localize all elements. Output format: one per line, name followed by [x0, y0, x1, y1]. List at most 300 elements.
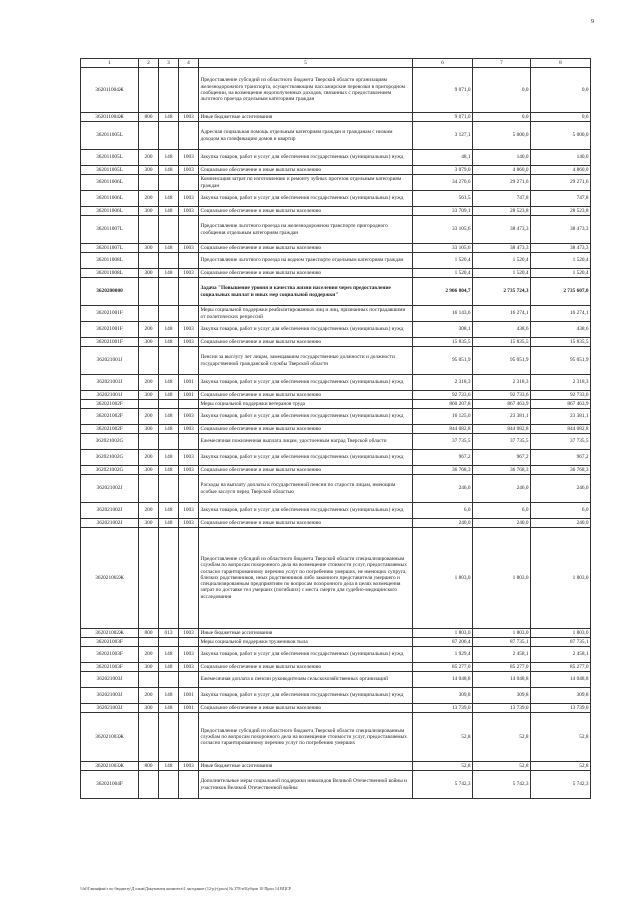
row-name-cell: Социальное обеспечение и иные выплаты населению — [199, 338, 413, 347]
row-amount-3-cell: 29 271,6 — [531, 175, 591, 191]
row-amount-3-cell: 92 733,6 — [531, 391, 591, 400]
row-subsection-cell: 1003 — [179, 647, 199, 663]
row-expense-type-cell — [139, 771, 159, 799]
row-amount-2-cell: 246,0 — [473, 475, 531, 503]
row-amount-2-cell: 967,2 — [473, 450, 531, 466]
row-amount-3-cell: 52,8 — [531, 762, 591, 771]
row-subsection-cell — [179, 122, 199, 150]
row-code-cell: 362011005L — [81, 166, 139, 175]
row-subsection-cell — [179, 347, 199, 375]
row-amount-3-cell: 85 277,0 — [531, 663, 591, 672]
row-code-cell: 362021003F — [81, 638, 139, 647]
table-row — [81, 688, 591, 704]
row-section-cell: 148 — [159, 113, 179, 122]
row-subsection-cell — [179, 672, 199, 688]
row-section-cell: 148 — [159, 207, 179, 216]
row-name-cell: Социальное обеспечение и иные выплаты населению — [199, 391, 413, 400]
row-subsection-cell: 1003 — [179, 113, 199, 122]
row-section-cell: 148 — [159, 391, 179, 400]
row-amount-3-cell: 867 463,9 — [531, 400, 591, 409]
row-section-cell: 148 — [159, 409, 179, 425]
row-name-cell: Закупка товаров, работ и услуг для обеспечения государственных (муниципальных) нужд — [199, 409, 413, 425]
row-amount-3-cell: 0,0 — [531, 113, 591, 122]
row-subsection-cell: 1001 — [179, 688, 199, 704]
row-subsection-cell — [179, 400, 199, 409]
row-amount-2-cell: 844 082,8 — [473, 425, 531, 434]
table-row — [81, 713, 591, 762]
row-expense-type-cell — [139, 400, 159, 409]
row-expense-type-cell — [139, 434, 159, 450]
row-expense-type-cell — [139, 216, 159, 244]
row-subsection-cell — [179, 771, 199, 799]
row-amount-2-cell: 438,6 — [473, 322, 531, 338]
row-section-cell: 148 — [159, 322, 179, 338]
row-code-cell: 362021001F — [81, 322, 139, 338]
row-section-cell — [159, 400, 179, 409]
row-expense-type-cell: 300 — [139, 425, 159, 434]
table-row — [81, 68, 591, 113]
row-section-cell — [159, 672, 179, 688]
row-code-cell: 362011006L — [81, 191, 139, 207]
row-code-cell: 362011006L — [81, 175, 139, 191]
row-expense-type-cell: 800 — [139, 629, 159, 638]
row-subsection-cell — [179, 434, 199, 450]
row-amount-3-cell: 2 318,3 — [531, 375, 591, 391]
row-code-cell: 362021002F — [81, 400, 139, 409]
col-header-4: 4 — [179, 59, 199, 68]
row-expense-type-cell — [139, 713, 159, 762]
row-code-cell: 362021001F — [81, 306, 139, 322]
row-name-cell: Социальное обеспечение и иные выплаты населению — [199, 166, 413, 175]
row-name-cell: Социальное обеспечение и иные выплаты населению — [199, 466, 413, 475]
col-header-2: 2 — [139, 59, 159, 68]
row-amount-3-cell: 967,2 — [531, 450, 591, 466]
row-section-cell: 148 — [159, 688, 179, 704]
row-expense-type-cell: 300 — [139, 391, 159, 400]
row-subsection-cell — [179, 475, 199, 503]
row-section-cell: 148 — [159, 466, 179, 475]
row-code-cell: 362021003Ж — [81, 762, 139, 771]
table-row — [81, 253, 591, 269]
table-row — [81, 771, 591, 799]
row-code-cell: 362021002G — [81, 450, 139, 466]
row-amount-3-cell: 38 473,3 — [531, 244, 591, 253]
row-section-cell — [159, 216, 179, 244]
row-name-cell: Предоставление льготного проезда на водном транспорте отдельным категориям граждан — [199, 253, 413, 269]
row-amount-1-cell: 2 318,3 — [413, 375, 473, 391]
row-subsection-cell — [179, 528, 199, 629]
row-subsection-cell: 1001 — [179, 391, 199, 400]
row-code-cell: 362021003F — [81, 663, 139, 672]
row-amount-1-cell: 87 206,4 — [413, 638, 473, 647]
row-amount-1-cell: 561,5 — [413, 191, 473, 207]
table-row — [81, 663, 591, 672]
row-name-cell: Пенсии за выслугу лет лицам, замещавшим государственные должности и должности государственной гражданской службы Тверской области — [199, 347, 413, 375]
row-amount-1-cell: 34 270,6 — [413, 175, 473, 191]
row-expense-type-cell: 300 — [139, 466, 159, 475]
row-amount-2-cell: 38 473,3 — [473, 216, 531, 244]
row-name-cell: Закупка товаров, работ и услуг для обеспечения государственных (муниципальных) нужд — [199, 191, 413, 207]
row-amount-1-cell: 16 125,0 — [413, 409, 473, 425]
row-amount-1-cell: 9 071,0 — [413, 68, 473, 113]
row-amount-1-cell: 16 143,6 — [413, 306, 473, 322]
row-name-cell: Предоставление льготного проезда на железнодорожном транспорте пригородного сообщения отдельным категориям граждан — [199, 216, 413, 244]
col-header-6: 6 — [413, 59, 473, 68]
row-amount-2-cell: 2 318,3 — [473, 375, 531, 391]
row-amount-3-cell: 15 835,5 — [531, 338, 591, 347]
row-amount-2-cell: 52,8 — [473, 713, 531, 762]
row-amount-3-cell: 28 523,8 — [531, 207, 591, 216]
row-amount-1-cell: 9 071,0 — [413, 113, 473, 122]
row-section-cell: 148 — [159, 191, 179, 207]
row-amount-1-cell: 1 520,4 — [413, 269, 473, 278]
row-section-cell — [159, 253, 179, 269]
row-subsection-cell: 1003 — [179, 762, 199, 771]
row-amount-3-cell: 38 473,3 — [531, 216, 591, 244]
col-header-1: 1 — [81, 59, 139, 68]
row-expense-type-cell: 800 — [139, 762, 159, 771]
row-code-cell: 362021002G — [81, 434, 139, 450]
row-name-cell: Социальное обеспечение и иные выплаты населению — [199, 425, 413, 434]
row-expense-type-cell: 300 — [139, 519, 159, 528]
row-subsection-cell: 1003 — [179, 269, 199, 278]
row-subsection-cell: 1003 — [179, 150, 199, 166]
row-name-cell: Дополнительные меры социальной поддержки инвалидов Великой Отечественной войны и участников Великой Отечественной войны — [199, 771, 413, 799]
row-expense-type-cell — [139, 475, 159, 503]
row-amount-2-cell: 28 523,8 — [473, 207, 531, 216]
row-amount-3-cell: 23 381,1 — [531, 409, 591, 425]
row-amount-1-cell: 52,8 — [413, 762, 473, 771]
row-expense-type-cell — [139, 253, 159, 269]
row-amount-2-cell: 16 274,1 — [473, 306, 531, 322]
row-amount-2-cell: 6,0 — [473, 503, 531, 519]
row-amount-1-cell: 15 835,5 — [413, 338, 473, 347]
row-subsection-cell — [179, 638, 199, 647]
row-section-cell — [159, 771, 179, 799]
row-amount-3-cell: 13 739,0 — [531, 704, 591, 713]
row-amount-3-cell: 0,0 — [531, 68, 591, 113]
table-row — [81, 672, 591, 688]
row-section-cell: 148 — [159, 704, 179, 713]
row-amount-2-cell: 2 735 724,3 — [473, 278, 531, 306]
row-name-cell: Расходы на выплату доплаты к государственной пенсии по старости лицам, имеющим особые заслуги перед Тверской областью — [199, 475, 413, 503]
row-section-cell: 148 — [159, 762, 179, 771]
row-subsection-cell — [179, 278, 199, 306]
row-amount-2-cell: 14 048,8 — [473, 672, 531, 688]
row-amount-1-cell: 860 207,8 — [413, 400, 473, 409]
row-subsection-cell: 1003 — [179, 207, 199, 216]
row-amount-1-cell: 13 739,0 — [413, 704, 473, 713]
row-expense-type-cell: 300 — [139, 244, 159, 253]
row-subsection-cell: 1003 — [179, 409, 199, 425]
table-row — [81, 347, 591, 375]
row-subsection-cell: 1003 — [179, 663, 199, 672]
row-amount-3-cell: 246,0 — [531, 475, 591, 503]
row-amount-3-cell: 6,0 — [531, 503, 591, 519]
row-code-cell: 362011004Ж — [81, 68, 139, 113]
table-row — [81, 629, 591, 638]
row-amount-2-cell: 1 803,0 — [473, 629, 531, 638]
row-name-cell: Меры социальной поддержки ветеранов труда — [199, 400, 413, 409]
row-amount-1-cell: 95 051,9 — [413, 347, 473, 375]
row-subsection-cell: 1001 — [179, 375, 199, 391]
row-code-cell: 362021002J — [81, 503, 139, 519]
table-row — [81, 638, 591, 647]
row-expense-type-cell — [139, 68, 159, 113]
row-amount-2-cell: 85 277,0 — [473, 663, 531, 672]
row-code-cell: 3620200000 — [81, 278, 139, 306]
row-code-cell: 362021002F — [81, 425, 139, 434]
row-amount-3-cell: 95 051,9 — [531, 347, 591, 375]
row-subsection-cell — [179, 68, 199, 113]
row-amount-3-cell: 4 860,0 — [531, 166, 591, 175]
row-expense-type-cell: 200 — [139, 191, 159, 207]
row-amount-1-cell: 5 742,3 — [413, 771, 473, 799]
table-row — [81, 466, 591, 475]
row-amount-1-cell: 1 929,4 — [413, 647, 473, 663]
row-amount-1-cell: 1 520,4 — [413, 253, 473, 269]
row-name-cell: Закупка товаров, работ и услуг для обеспечения государственных (муниципальных) нужд — [199, 450, 413, 466]
col-header-5: 5 — [199, 59, 413, 68]
table-row — [81, 434, 591, 450]
row-amount-2-cell: 15 835,5 — [473, 338, 531, 347]
row-expense-type-cell — [139, 122, 159, 150]
table-row — [81, 175, 591, 191]
row-section-cell: 148 — [159, 150, 179, 166]
row-amount-3-cell: 87 735,1 — [531, 638, 591, 647]
page-number: 9 — [591, 19, 594, 25]
row-section-cell — [159, 347, 179, 375]
row-amount-3-cell: 1 520,4 — [531, 253, 591, 269]
row-amount-3-cell: 36 768,3 — [531, 466, 591, 475]
row-name-cell: Меры социальной поддержки тружеников тыла — [199, 638, 413, 647]
row-amount-2-cell: 13 739,0 — [473, 704, 531, 713]
row-amount-2-cell: 2 458,1 — [473, 647, 531, 663]
row-subsection-cell: 1003 — [179, 466, 199, 475]
row-subsection-cell: 1003 — [179, 629, 199, 638]
row-section-cell: 148 — [159, 663, 179, 672]
row-expense-type-cell: 200 — [139, 150, 159, 166]
row-code-cell: 362021001J — [81, 347, 139, 375]
row-section-cell: 148 — [159, 244, 179, 253]
row-amount-3-cell: 37 735,5 — [531, 434, 591, 450]
row-section-cell: 148 — [159, 503, 179, 519]
row-code-cell: 362021002Ж — [81, 629, 139, 638]
row-amount-3-cell: 844 082,8 — [531, 425, 591, 434]
table-row — [81, 207, 591, 216]
row-expense-type-cell: 300 — [139, 663, 159, 672]
row-amount-2-cell: 4 860,0 — [473, 166, 531, 175]
row-amount-3-cell: 52,8 — [531, 713, 591, 762]
row-amount-3-cell: 1 803,0 — [531, 528, 591, 629]
row-amount-3-cell: 5 742,3 — [531, 771, 591, 799]
col-header-3: 3 — [159, 59, 179, 68]
row-expense-type-cell: 800 — [139, 113, 159, 122]
row-amount-3-cell: 2 458,1 — [531, 647, 591, 663]
table-row — [81, 391, 591, 400]
row-subsection-cell — [179, 713, 199, 762]
row-expense-type-cell: 200 — [139, 688, 159, 704]
row-section-cell — [159, 638, 179, 647]
row-code-cell: 362021003F — [81, 647, 139, 663]
row-name-cell: Иные бюджетные ассигнования — [199, 762, 413, 771]
row-name-cell: Ежемесячная пожизненная выплата лицам, удостоенным наград Тверской области — [199, 434, 413, 450]
row-expense-type-cell: 300 — [139, 338, 159, 347]
row-expense-type-cell — [139, 672, 159, 688]
table-row — [81, 375, 591, 391]
row-section-cell: 148 — [159, 375, 179, 391]
row-code-cell: 362021002F — [81, 409, 139, 425]
row-expense-type-cell: 300 — [139, 704, 159, 713]
row-amount-2-cell: 140,0 — [473, 150, 531, 166]
table-row — [81, 647, 591, 663]
col-header-8: 8 — [531, 59, 591, 68]
row-expense-type-cell: 200 — [139, 409, 159, 425]
row-expense-type-cell — [139, 175, 159, 191]
table-row — [81, 150, 591, 166]
table-body — [81, 68, 591, 799]
row-amount-3-cell: 5 000,0 — [531, 122, 591, 150]
row-subsection-cell: 1003 — [179, 244, 199, 253]
row-expense-type-cell — [139, 638, 159, 647]
row-amount-1-cell: 85 277,0 — [413, 663, 473, 672]
row-name-cell: Иные бюджетные ассигнования — [199, 113, 413, 122]
row-code-cell: 362021003J — [81, 688, 139, 704]
row-subsection-cell: 1001 — [179, 704, 199, 713]
row-name-cell: Адресная социальная помощь отдельным категориям граждан и гражданам с низким доходом на газификацию домов и квартир — [199, 122, 413, 150]
row-name-cell: Задача "Повышение уровня и качества жизни населения через предоставление социальных выплат и иных мер социальной поддержки" — [199, 278, 413, 306]
row-amount-1-cell: 309,8 — [413, 688, 473, 704]
row-amount-2-cell: 867 463,9 — [473, 400, 531, 409]
row-amount-3-cell: 240,0 — [531, 519, 591, 528]
row-code-cell: 362011007L — [81, 244, 139, 253]
row-code-cell: 362011007L — [81, 216, 139, 244]
row-expense-type-cell: 200 — [139, 450, 159, 466]
row-name-cell: Социальное обеспечение и иные выплаты населению — [199, 519, 413, 528]
row-subsection-cell: 1003 — [179, 166, 199, 175]
row-amount-1-cell: 3 127,1 — [413, 122, 473, 150]
row-amount-1-cell: 33 105,6 — [413, 244, 473, 253]
row-subsection-cell: 1003 — [179, 425, 199, 434]
row-amount-2-cell: 5 000,0 — [473, 122, 531, 150]
row-section-cell — [159, 175, 179, 191]
row-amount-1-cell: 1 803,0 — [413, 528, 473, 629]
row-amount-2-cell: 29 271,6 — [473, 175, 531, 191]
budget-table — [80, 58, 591, 799]
row-amount-2-cell: 36 768,3 — [473, 466, 531, 475]
row-amount-1-cell: 240,0 — [413, 519, 473, 528]
table-row — [81, 306, 591, 322]
row-amount-3-cell: 309,8 — [531, 688, 591, 704]
row-amount-3-cell: 1 803,0 — [531, 629, 591, 638]
row-expense-type-cell: 200 — [139, 322, 159, 338]
row-code-cell: 362011004Ж — [81, 113, 139, 122]
row-code-cell: 362021002Ж — [81, 528, 139, 629]
row-amount-1-cell: 3 079,0 — [413, 166, 473, 175]
row-amount-2-cell: 1 803,0 — [473, 528, 531, 629]
row-expense-type-cell — [139, 347, 159, 375]
row-code-cell: 362021001J — [81, 391, 139, 400]
row-section-cell — [159, 434, 179, 450]
row-name-cell: Социальное обеспечение и иные выплаты населению — [199, 269, 413, 278]
row-subsection-cell: 1003 — [179, 503, 199, 519]
row-code-cell: 362021002J — [81, 475, 139, 503]
row-section-cell: 148 — [159, 166, 179, 175]
row-section-cell — [159, 306, 179, 322]
row-amount-3-cell: 16 274,1 — [531, 306, 591, 322]
table-row — [81, 244, 591, 253]
row-code-cell: 362021003Ж — [81, 713, 139, 762]
row-name-cell: Компенсация затрат по изготовлению и ремонту зубных протезов отдельным категориям граждан — [199, 175, 413, 191]
row-amount-1-cell: 308,1 — [413, 322, 473, 338]
column-number-row — [81, 59, 591, 68]
row-section-cell — [159, 278, 179, 306]
row-code-cell: 362011008L — [81, 253, 139, 269]
table-row — [81, 400, 591, 409]
table-row — [81, 191, 591, 207]
row-amount-3-cell: 438,6 — [531, 322, 591, 338]
row-subsection-cell — [179, 253, 199, 269]
row-amount-2-cell: 87 735,1 — [473, 638, 531, 647]
row-subsection-cell: 1003 — [179, 519, 199, 528]
row-name-cell: Закупка товаров, работ и услуг для обеспечения государственных (муниципальных) нужд — [199, 647, 413, 663]
row-name-cell: Иные бюджетные ассигнования — [199, 629, 413, 638]
row-name-cell: Предоставление субсидий из областного бюджета Тверской области специализированным службам по вопросам похоронного дела на возмещение стоимости услуг, предоставляемых согласно гарантированному перечню услуг по погребению умерших — [199, 713, 413, 762]
row-amount-2-cell: 52,8 — [473, 762, 531, 771]
table-row — [81, 450, 591, 466]
row-section-cell — [159, 68, 179, 113]
row-code-cell: 362011005L — [81, 122, 139, 150]
row-name-cell: Социальное обеспечение и иные выплаты населению — [199, 704, 413, 713]
row-name-cell: Предоставление субсидий из областного бюджета Тверской области специализированным службам по вопросам похоронного дела на возмещение стоимости услуг, предоставляемых согласно гарантированному перечню услуг по погребению умерших, не имеющих супруга, близких родственников, иных родственников либо законного представителя умершего и специализированным предприятиям по вопросам похоронного дела в целях возмещения затрат по доставке тел умерших (погибших) с места смерти для судебно-медицинского исследования — [199, 528, 413, 629]
table-row — [81, 122, 591, 150]
row-amount-2-cell: 0,0 — [473, 113, 531, 122]
table-row — [81, 475, 591, 503]
row-amount-1-cell: 92 733,6 — [413, 391, 473, 400]
row-name-cell: Закупка товаров, работ и услуг для обеспечения государственных (муниципальных) нужд — [199, 322, 413, 338]
row-amount-1-cell: 14 048,8 — [413, 672, 473, 688]
row-amount-2-cell: 37 735,5 — [473, 434, 531, 450]
row-name-cell: Социальное обеспечение и иные выплаты населению — [199, 207, 413, 216]
table-row — [81, 519, 591, 528]
row-section-cell — [159, 475, 179, 503]
row-amount-3-cell: 14 048,8 — [531, 672, 591, 688]
row-amount-1-cell: 33 709,1 — [413, 207, 473, 216]
row-section-cell — [159, 122, 179, 150]
row-name-cell: Предоставление субсидий из областного бюджета Тверской области организациям железнодорожного транспорта, осуществляющим пассажирские перевозки в пригородном сообщении, на возмещение недополученных доходов, связанных с предоставлением льготного проезда отдельным категориям граждан — [199, 68, 413, 113]
table-row — [81, 704, 591, 713]
row-code-cell: 362021002G — [81, 466, 139, 475]
row-section-cell: 148 — [159, 269, 179, 278]
table-row — [81, 409, 591, 425]
row-code-cell: 362011005L — [81, 150, 139, 166]
row-name-cell: Закупка товаров, работ и услуг для обеспечения государственных (муниципальных) нужд — [199, 503, 413, 519]
row-name-cell: Закупка товаров, работ и услуг для обеспечения государственных (муниципальных) нужд — [199, 688, 413, 704]
row-amount-2-cell: 747,8 — [473, 191, 531, 207]
row-code-cell: 362011006L — [81, 207, 139, 216]
row-subsection-cell — [179, 306, 199, 322]
table-row — [81, 762, 591, 771]
row-amount-1-cell: 37 735,5 — [413, 434, 473, 450]
row-amount-1-cell: 967,2 — [413, 450, 473, 466]
row-subsection-cell: 1003 — [179, 450, 199, 466]
row-amount-1-cell: 36 768,3 — [413, 466, 473, 475]
row-amount-1-cell: 246,0 — [413, 475, 473, 503]
row-expense-type-cell: 300 — [139, 166, 159, 175]
row-section-cell: 148 — [159, 425, 179, 434]
file-path-footer: \\fs01\минфин\т по бюджету\Д озыв\Документы комитета\1 заседание (12-р)-(расп) № 378-п\Бубцов 10 Прил 14 ВЦСР — [80, 886, 292, 891]
row-name-cell: Социальное обеспечение и иные выплаты населению — [199, 244, 413, 253]
